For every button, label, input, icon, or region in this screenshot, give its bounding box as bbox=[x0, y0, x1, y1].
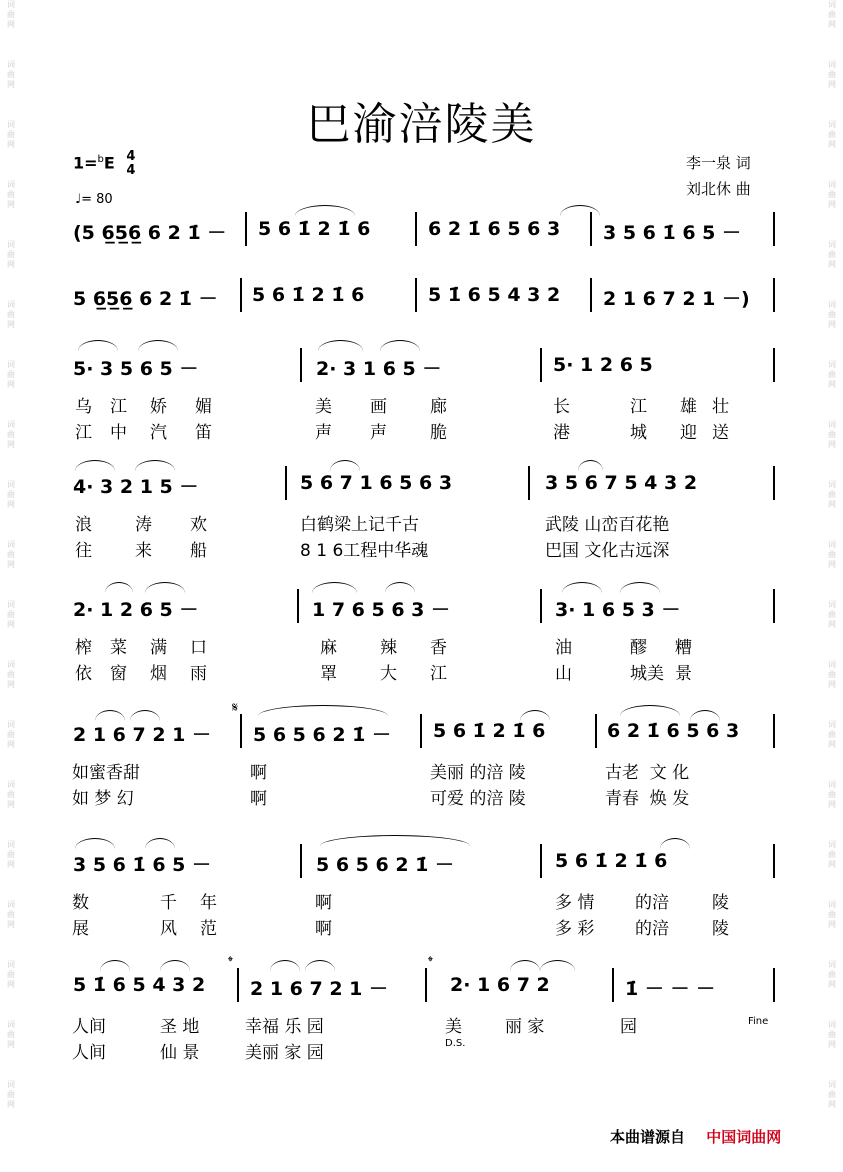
lyric-word: 仙 景 bbox=[160, 1043, 200, 1063]
slur bbox=[295, 205, 355, 216]
measure: 5 6 1̇ 2 1̇ 6 bbox=[258, 218, 371, 240]
lyric-word: 山 bbox=[555, 664, 572, 684]
watermark-text: 词 曲 网 bbox=[828, 1080, 836, 1109]
slur bbox=[135, 460, 175, 471]
key-signature bbox=[73, 150, 135, 178]
watermark-text: 词 曲 网 bbox=[7, 600, 15, 629]
lyric-word: 多 彩 bbox=[555, 919, 595, 939]
lyric-word: 人间 bbox=[72, 1043, 106, 1063]
measure: 5 6̲5̲6̲ 6 2 1̇ － bbox=[73, 288, 218, 310]
lyric-word: 脆 bbox=[430, 423, 447, 443]
measure: (5 6̲5̲6̲ 6 2 1̇ － bbox=[73, 222, 227, 244]
lyric-word: 壮 bbox=[712, 397, 729, 417]
composer: 刘北休 曲 bbox=[686, 180, 751, 198]
watermark-text: 词 曲 网 bbox=[828, 480, 836, 509]
watermark-text: 词 曲 网 bbox=[828, 60, 836, 89]
lyric-word: 来 bbox=[135, 541, 152, 561]
watermark-text: 词 曲 网 bbox=[7, 1080, 15, 1109]
lyric-word: 江 bbox=[430, 664, 447, 684]
bar-line bbox=[240, 714, 242, 748]
lyric-word: 烟 bbox=[150, 664, 167, 684]
lyric-word: 船 bbox=[190, 541, 207, 561]
lyric-word: 数 bbox=[72, 893, 89, 913]
lyric-word: 如 梦 幻 bbox=[72, 789, 134, 809]
watermark-text: 词 曲 网 bbox=[828, 420, 836, 449]
watermark-text: 词 曲 网 bbox=[7, 300, 15, 329]
measure: 3 5 6 1̇ 6 5 － bbox=[73, 854, 212, 876]
fine-mark: Fine bbox=[748, 1016, 769, 1027]
watermark-right bbox=[823, 0, 841, 1140]
watermark-text: 词 曲 网 bbox=[828, 180, 836, 209]
bar-line bbox=[245, 212, 247, 246]
slur bbox=[75, 838, 115, 849]
watermark-text: 词 曲 网 bbox=[828, 1020, 836, 1049]
slur bbox=[520, 710, 550, 721]
watermark-text: 词 曲 网 bbox=[7, 180, 15, 209]
lyric-word: 啊 bbox=[250, 789, 267, 809]
lyric-word: 声 bbox=[370, 423, 387, 443]
watermark-text: 词 曲 网 bbox=[7, 540, 15, 569]
lyric-word: 古老 文 化 bbox=[605, 763, 690, 783]
lyric-word: 千 bbox=[160, 893, 177, 913]
lyric-word: 罩 bbox=[320, 664, 337, 684]
slur bbox=[138, 340, 178, 351]
lyric-word: 丽 家 bbox=[505, 1017, 545, 1037]
flat-sign: b bbox=[97, 154, 104, 166]
measure: 4· 3 2 1 5 － bbox=[73, 476, 199, 498]
lyric-word: 口 bbox=[190, 638, 207, 658]
bar-line bbox=[773, 844, 775, 878]
measure: 3· 1 6 5 3 － bbox=[555, 599, 681, 621]
source-label: 本曲谱源自 bbox=[610, 1128, 686, 1146]
lyric-word: 窗 bbox=[110, 664, 127, 684]
measure: 5 1̇ 6 5 4 3 2 bbox=[73, 974, 206, 996]
watermark-text: 词 曲 网 bbox=[828, 600, 836, 629]
lyric-word: 美丽 家 园 bbox=[245, 1043, 324, 1063]
watermark-text: 词 曲 网 bbox=[828, 900, 836, 929]
score-row bbox=[0, 218, 843, 248]
watermark-text: 词 曲 网 bbox=[828, 240, 836, 269]
lyric-word: 中 bbox=[110, 423, 127, 443]
lyric-word: 声 bbox=[315, 423, 332, 443]
bar-line bbox=[237, 968, 239, 1002]
measure: 6 2 1̇ 6 5 6 3 bbox=[607, 720, 740, 742]
measure: 3 5 6 7 5 4 3 2 bbox=[545, 472, 698, 494]
key-note: E bbox=[103, 153, 115, 173]
lyric-word: 江 bbox=[75, 423, 92, 443]
watermark-text: 词 曲 网 bbox=[828, 780, 836, 809]
bar-line bbox=[425, 968, 427, 1002]
measure: 5· 1 2 6 5 bbox=[553, 354, 653, 376]
watermark-text: 词 曲 网 bbox=[7, 60, 15, 89]
watermark-text: 词 曲 网 bbox=[828, 300, 836, 329]
lyric-word: D.S. bbox=[445, 1038, 466, 1049]
footer bbox=[610, 1126, 781, 1147]
lyric-word: 啊 bbox=[250, 763, 267, 783]
lyric-word: 送 bbox=[712, 423, 729, 443]
measure: 5 6 7 1 6 5 6 3 bbox=[300, 472, 453, 494]
lyric-word: 浪 bbox=[75, 515, 92, 535]
watermark-text: 词 曲 网 bbox=[828, 360, 836, 389]
lyric-word: 大 bbox=[380, 664, 397, 684]
measure: 3 5 6 1̇ 6 5 － bbox=[603, 222, 742, 244]
score-row bbox=[0, 595, 843, 625]
slur bbox=[75, 460, 115, 471]
bar-line bbox=[420, 714, 422, 748]
bar-line bbox=[773, 968, 775, 1002]
lyric-word: 欢 bbox=[190, 515, 207, 535]
lyric-word: 长 bbox=[553, 397, 570, 417]
slur bbox=[620, 582, 660, 593]
lyric-word: 陵 bbox=[712, 919, 729, 939]
bar-line bbox=[528, 466, 530, 500]
measure: 2 1 6 7 2 1 － bbox=[250, 978, 389, 1000]
bar-line bbox=[773, 589, 775, 623]
lyric-word: 年 bbox=[200, 893, 217, 913]
slur bbox=[270, 960, 300, 971]
score-row bbox=[0, 472, 843, 502]
measure: 5· 3 5 6 5 － bbox=[73, 358, 199, 380]
bar-line bbox=[773, 278, 775, 312]
bar-line bbox=[773, 212, 775, 246]
measure: 5 6 1̇ 2 1̇ 6 bbox=[252, 284, 365, 306]
lyric-word: 人间 bbox=[72, 1017, 106, 1037]
slur bbox=[690, 710, 720, 721]
bar-line bbox=[415, 278, 417, 312]
watermark-text: 词 曲 网 bbox=[7, 900, 15, 929]
lyric-word: 美 bbox=[315, 397, 332, 417]
lyric-word: 媚 bbox=[195, 397, 212, 417]
measure: 5 6 5 6 2 1̇ － bbox=[253, 724, 392, 746]
watermark-left bbox=[2, 0, 20, 1140]
watermark-text: 词 曲 网 bbox=[7, 660, 15, 689]
measure: 5 6 1̇ 2 1̇ 6 bbox=[433, 720, 546, 742]
lyric-word: 陵 bbox=[712, 893, 729, 913]
watermark-text: 词 曲 网 bbox=[828, 0, 836, 29]
lyric-word: 廊 bbox=[430, 397, 447, 417]
site-name: 中国词曲网 bbox=[706, 1128, 782, 1146]
slur bbox=[562, 582, 602, 593]
key-prefix: 1= bbox=[73, 153, 98, 173]
slur bbox=[578, 460, 603, 471]
lyric-word: 风 bbox=[160, 919, 177, 939]
lyric-word: 辣 bbox=[380, 638, 397, 658]
page-title: 巴渝涪陵美 bbox=[306, 99, 537, 150]
watermark-text: 词 曲 网 bbox=[7, 420, 15, 449]
slur bbox=[160, 960, 190, 971]
score-row bbox=[0, 354, 843, 384]
measure: 5 6 1̇ 2 1̇ 6 bbox=[555, 850, 668, 872]
slur bbox=[145, 582, 185, 593]
watermark-text: 词 曲 网 bbox=[828, 720, 836, 749]
slur bbox=[305, 960, 335, 971]
slur bbox=[318, 340, 363, 351]
lyric-word: 迎 bbox=[680, 423, 697, 443]
bar-line bbox=[300, 844, 302, 878]
lyric-word: 汽 bbox=[150, 423, 167, 443]
bar-line bbox=[540, 844, 542, 878]
slur bbox=[100, 960, 130, 971]
bar-line bbox=[285, 466, 287, 500]
lyric-word: 满 bbox=[150, 638, 167, 658]
lyric-word: 城美 bbox=[630, 664, 664, 684]
lyric-word: 糟 bbox=[675, 638, 692, 658]
lyric-word: 江 bbox=[110, 397, 127, 417]
meter-top: 4 bbox=[126, 149, 136, 164]
watermark-text: 词 曲 网 bbox=[828, 120, 836, 149]
watermark-text: 词 曲 网 bbox=[7, 120, 15, 149]
lyric-word: 啊 bbox=[315, 893, 332, 913]
credits bbox=[686, 150, 751, 202]
lyric-word: 香 bbox=[430, 638, 447, 658]
lyric-word: 美丽 的涪 陵 bbox=[430, 763, 526, 783]
bar-line bbox=[297, 589, 299, 623]
coda-icon: 𝄌 bbox=[428, 954, 433, 970]
lyric-word: 江 bbox=[630, 397, 647, 417]
slur bbox=[385, 582, 415, 593]
lyric-word: 麻 bbox=[320, 638, 337, 658]
lyric-word: 城 bbox=[630, 423, 647, 443]
watermark-text: 词 曲 网 bbox=[828, 960, 836, 989]
lyric-word: 武陵 山峦百花艳 bbox=[545, 515, 670, 535]
lyric-word: 雄 bbox=[680, 397, 697, 417]
slur bbox=[510, 960, 540, 971]
lyric-word: 啊 bbox=[315, 919, 332, 939]
meter-bottom: 4 bbox=[126, 163, 136, 178]
measure: 2 1 6 7 2 1 － bbox=[73, 724, 212, 746]
coda-icon: 𝄌 bbox=[228, 954, 233, 970]
slur bbox=[258, 705, 388, 716]
lyric-word: 往 bbox=[75, 541, 92, 561]
lyric-word: 园 bbox=[620, 1017, 637, 1037]
lyric-word: 油 bbox=[555, 638, 572, 658]
slur bbox=[145, 838, 175, 849]
watermark-text: 词 曲 网 bbox=[7, 360, 15, 389]
lyric-word: 青春 焕 发 bbox=[605, 789, 690, 809]
lyric-word: 的涪 bbox=[635, 893, 669, 913]
bar-line bbox=[773, 714, 775, 748]
bar-line bbox=[612, 968, 614, 1002]
slur bbox=[312, 582, 357, 593]
time-signature bbox=[126, 150, 135, 178]
watermark-text: 词 曲 网 bbox=[7, 480, 15, 509]
watermark-text: 词 曲 网 bbox=[828, 840, 836, 869]
bar-line bbox=[240, 278, 242, 312]
bar-line bbox=[595, 714, 597, 748]
lyric-word: 美 bbox=[445, 1017, 462, 1037]
lyric-word: 景 bbox=[675, 664, 692, 684]
watermark-text: 词 曲 网 bbox=[7, 840, 15, 869]
slur bbox=[320, 835, 470, 846]
watermark-text: 词 曲 网 bbox=[7, 780, 15, 809]
lyric-word: 醪 bbox=[630, 638, 647, 658]
lyric-word: 多 情 bbox=[555, 893, 595, 913]
slur bbox=[330, 460, 360, 471]
lyric-word: 幸福 乐 园 bbox=[245, 1017, 324, 1037]
measure: 2· 3 1 6 5 － bbox=[316, 358, 442, 380]
lyric-word: 雨 bbox=[190, 664, 207, 684]
bar-line bbox=[415, 212, 417, 246]
lyric-word: 涛 bbox=[135, 515, 152, 535]
segno-icon: 𝄋 bbox=[232, 700, 239, 716]
lyric-word: 乌 bbox=[75, 397, 92, 417]
tempo-mark: ♩= 80 bbox=[75, 192, 113, 207]
bar-line bbox=[590, 278, 592, 312]
slur bbox=[660, 838, 690, 849]
lyric-word: 菜 bbox=[110, 638, 127, 658]
lyric-word: 可爱 的涪 陵 bbox=[430, 789, 526, 809]
slur bbox=[620, 705, 680, 716]
lyric-word: 依 bbox=[75, 664, 92, 684]
lyric-word: 圣 地 bbox=[160, 1017, 200, 1037]
lyric-word: 白鹤梁上记千古 bbox=[300, 515, 419, 535]
lyric-word: 画 bbox=[370, 397, 387, 417]
score-row bbox=[0, 974, 843, 1004]
lyric-word: 展 bbox=[72, 919, 89, 939]
score-row bbox=[0, 284, 843, 314]
watermark-text: 词 曲 网 bbox=[7, 240, 15, 269]
bar-line bbox=[540, 348, 542, 382]
watermark-text: 词 曲 网 bbox=[7, 960, 15, 989]
lyric-word: 如蜜香甜 bbox=[72, 763, 140, 783]
measure: 1 7 6 5 6 3 － bbox=[312, 599, 451, 621]
lyric-word: 娇 bbox=[150, 397, 167, 417]
bar-line bbox=[300, 348, 302, 382]
measure: 6 2 1̇ 6 5 6 3 bbox=[428, 218, 561, 240]
score-row bbox=[0, 720, 843, 750]
slur bbox=[95, 710, 125, 721]
lyric-word: 8 1 6工程中华魂 bbox=[300, 541, 429, 561]
measure: 1̇ － － － bbox=[625, 978, 716, 1000]
watermark-text: 词 曲 网 bbox=[7, 1020, 15, 1049]
measure: 2 1 6 7 2 1 －) bbox=[603, 288, 750, 310]
lyric-word: 的涪 bbox=[635, 919, 669, 939]
measure: 2· 1 2 6 5 － bbox=[73, 599, 199, 621]
slur bbox=[540, 960, 575, 971]
lyric-word: 港 bbox=[553, 423, 570, 443]
slur bbox=[560, 205, 600, 216]
bar-line bbox=[540, 589, 542, 623]
slur bbox=[380, 340, 420, 351]
lyric-word: 笛 bbox=[195, 423, 212, 443]
lyricist: 李一泉 词 bbox=[686, 154, 751, 172]
lyric-word: 范 bbox=[200, 919, 217, 939]
measure: 5 1̇ 6 5 4 3 2 bbox=[428, 284, 561, 306]
score-row bbox=[0, 850, 843, 880]
measure: 2· 1 6 7 2 bbox=[450, 974, 550, 996]
watermark-text: 词 曲 网 bbox=[7, 720, 15, 749]
watermark-text: 词 曲 网 bbox=[828, 540, 836, 569]
measure: 5 6 5 6 2 1̇ － bbox=[316, 854, 455, 876]
slur bbox=[78, 340, 118, 351]
bar-line bbox=[773, 348, 775, 382]
bar-line bbox=[773, 466, 775, 500]
watermark-text: 词 曲 网 bbox=[7, 0, 15, 29]
lyric-word: 榨 bbox=[75, 638, 92, 658]
slur bbox=[130, 710, 160, 721]
lyric-word: 巴国 文化古远深 bbox=[545, 541, 670, 561]
bar-line bbox=[590, 212, 592, 246]
watermark-text: 词 曲 网 bbox=[828, 660, 836, 689]
slur bbox=[105, 582, 133, 593]
